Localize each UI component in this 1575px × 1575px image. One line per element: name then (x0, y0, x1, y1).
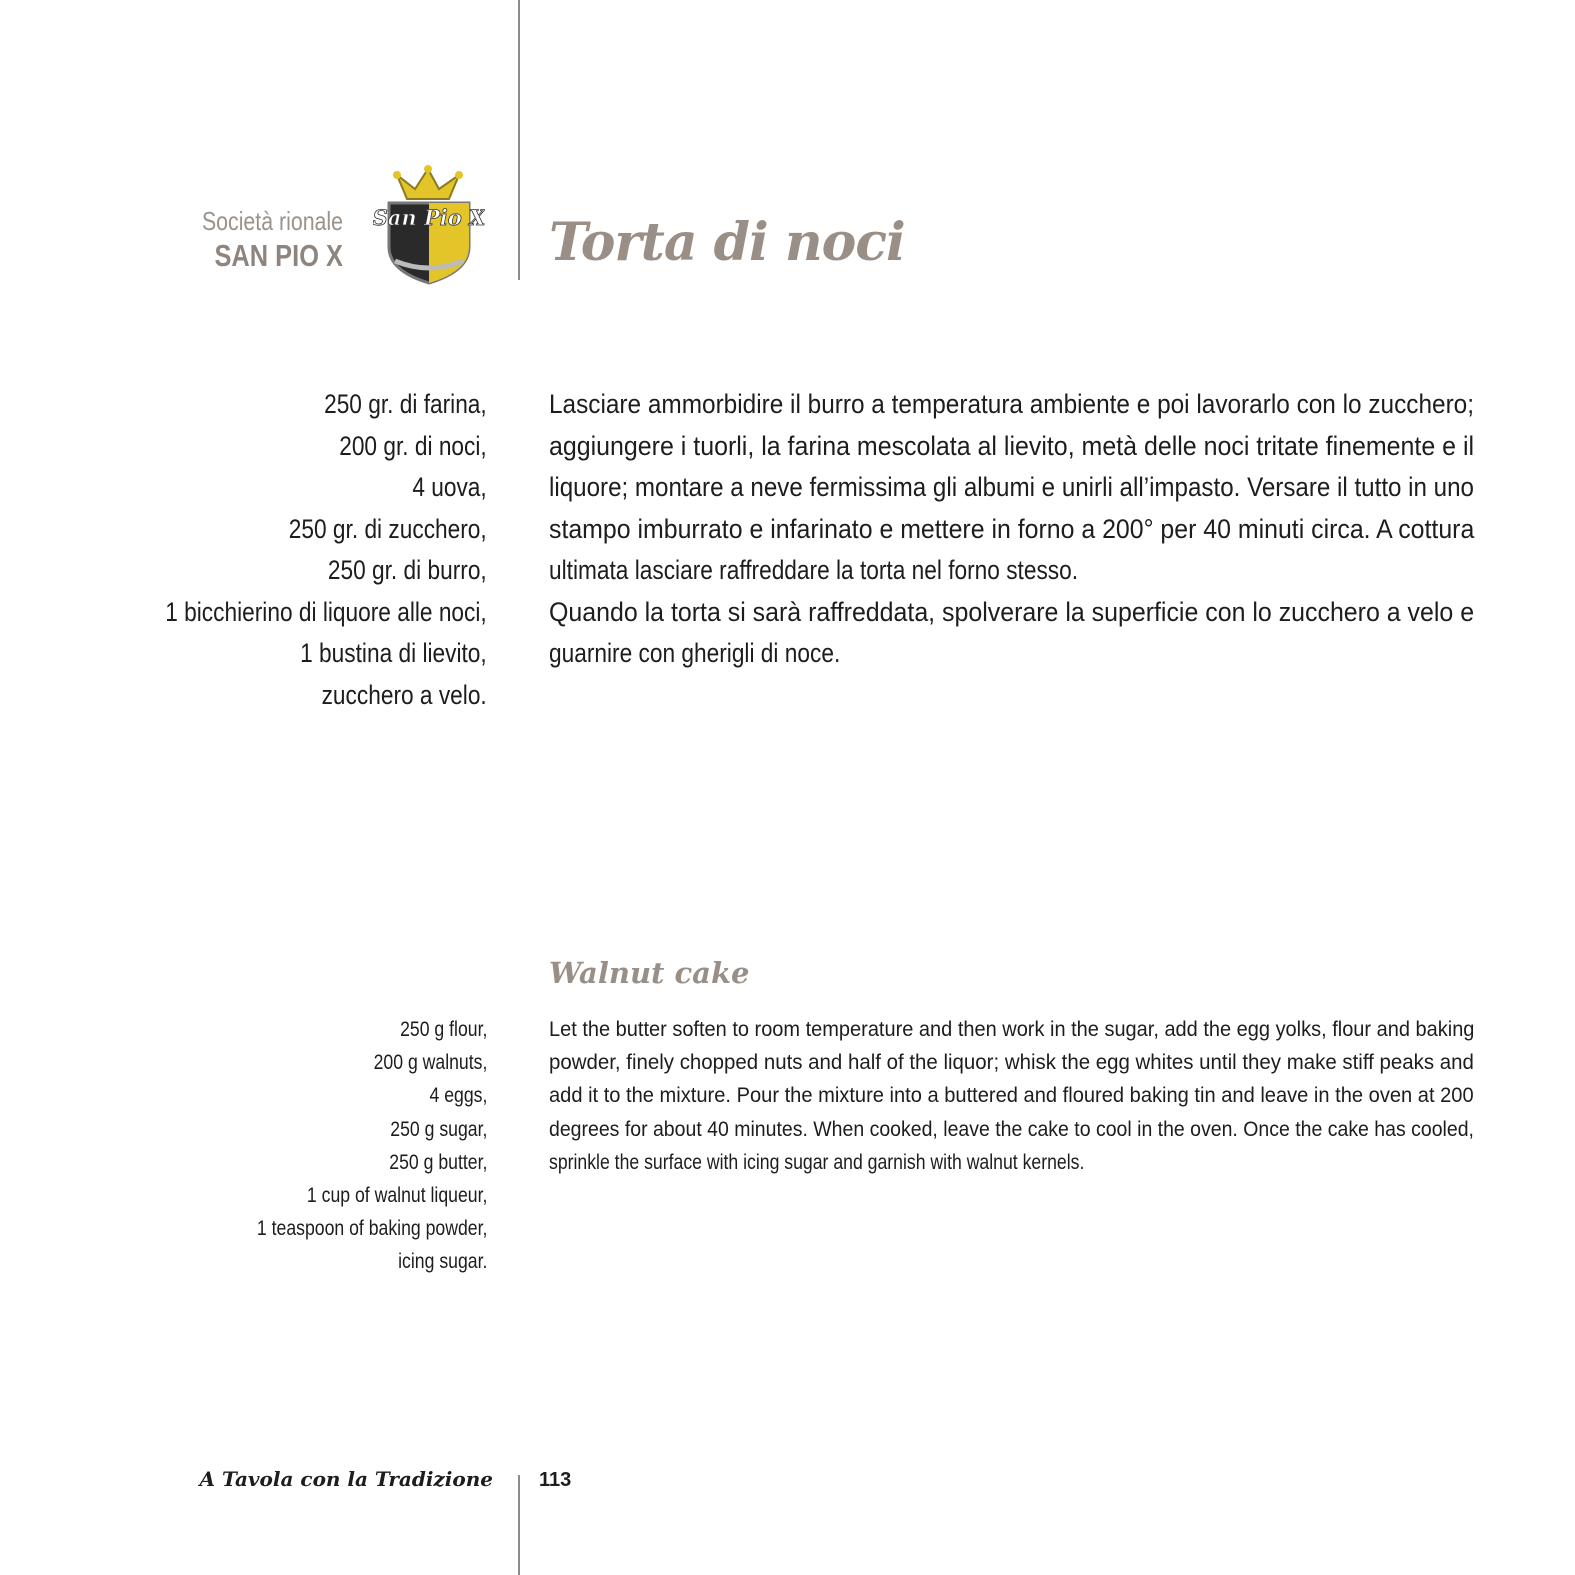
ingredient-item: 250 g butter, (388, 1150, 487, 1174)
method-line: liquore; montare a neve fermissima gli albumi e unirli all’impasto. Versare il tutto in uno (549, 472, 1474, 502)
crest-script-text: San Pio X (373, 205, 485, 230)
society-name (171, 208, 343, 271)
method-english (549, 1013, 1474, 1179)
method-line: ultimata lasciare raffreddare la torta nel forno stesso. (549, 555, 1079, 585)
recipe-title-italian: Torta di noci (549, 212, 905, 273)
method-line: Let the butter soften to room temperature and then work in the sugar, add the egg yolks, flour and baking (549, 1018, 1475, 1041)
method-italian (549, 384, 1474, 675)
page-number: 113 (539, 1469, 572, 1491)
recipe-title-english: Walnut cake (549, 956, 750, 990)
ingredient-item: 4 uova, (412, 472, 487, 502)
ingredient-item: icing sugar. (397, 1250, 487, 1274)
ingredient-item: 4 eggs, (429, 1084, 487, 1108)
column-divider-bottom (518, 1475, 520, 1575)
ingredient-item: 250 gr. di burro, (328, 555, 487, 585)
ingredient-item: 250 g flour, (399, 1018, 487, 1041)
method-line: add it to the mixture. Pour the mixture into a buttered and floured baking tin and leave in the oven at 200 (549, 1084, 1474, 1108)
san-pio-crest-logo (373, 165, 485, 287)
ingredient-item: 250 gr. di zucchero, (289, 513, 487, 544)
ingredient-item: 200 g walnuts, (373, 1051, 487, 1075)
ingredients-english (213, 1013, 487, 1279)
column-divider-top (518, 0, 520, 280)
book-title: A Tavola con la Tradizione (199, 1467, 493, 1491)
ingredient-item: 1 teaspoon of baking powder, (256, 1217, 487, 1241)
method-line: sprinkle the surface with icing sugar and garnish with walnut kernels. (549, 1150, 1085, 1174)
ingredient-item: zucchero a velo. (321, 679, 487, 710)
ingredient-item: 250 g sugar, (389, 1117, 487, 1141)
ingredients-italian (104, 384, 487, 716)
society-title: SAN PIO X (214, 238, 343, 273)
method-line: Lasciare ammorbidire il burro a temperatura ambiente e poi lavorarlo con lo zucchero; (549, 389, 1474, 419)
method-line: powder, finely chopped nuts and half of the liquor; whisk the egg whites until they make stiff peaks and (549, 1051, 1474, 1075)
ingredient-item: 200 gr. di noci, (339, 430, 487, 461)
method-line: degrees for about 40 minutes. When cooked, leave the cake to cool in the oven. Once the cake has cooled, (549, 1117, 1474, 1141)
ingredient-item: 250 gr. di farina, (324, 389, 487, 419)
method-line: aggiungere i tuorli, la farina mescolata al lievito, metà delle noci tritate finemente e il (549, 430, 1475, 461)
method-line: guarnire con gherigli di noce. (549, 638, 841, 668)
method-line: Quando la torta si sarà raffreddata, spolverare la superficie con lo zucchero a velo e (549, 596, 1475, 627)
ingredient-item: 1 bustina di lievito, (300, 638, 487, 668)
method-line: stampo imburrato e infarinato e mettere in forno a 200° per 40 minuti circa. A cottura (549, 513, 1475, 544)
ingredient-item: 1 bicchierino di liquore alle noci, (165, 596, 487, 627)
society-subtitle: Società rionale (201, 206, 343, 236)
ingredient-item: 1 cup of walnut liqueur, (306, 1184, 487, 1208)
